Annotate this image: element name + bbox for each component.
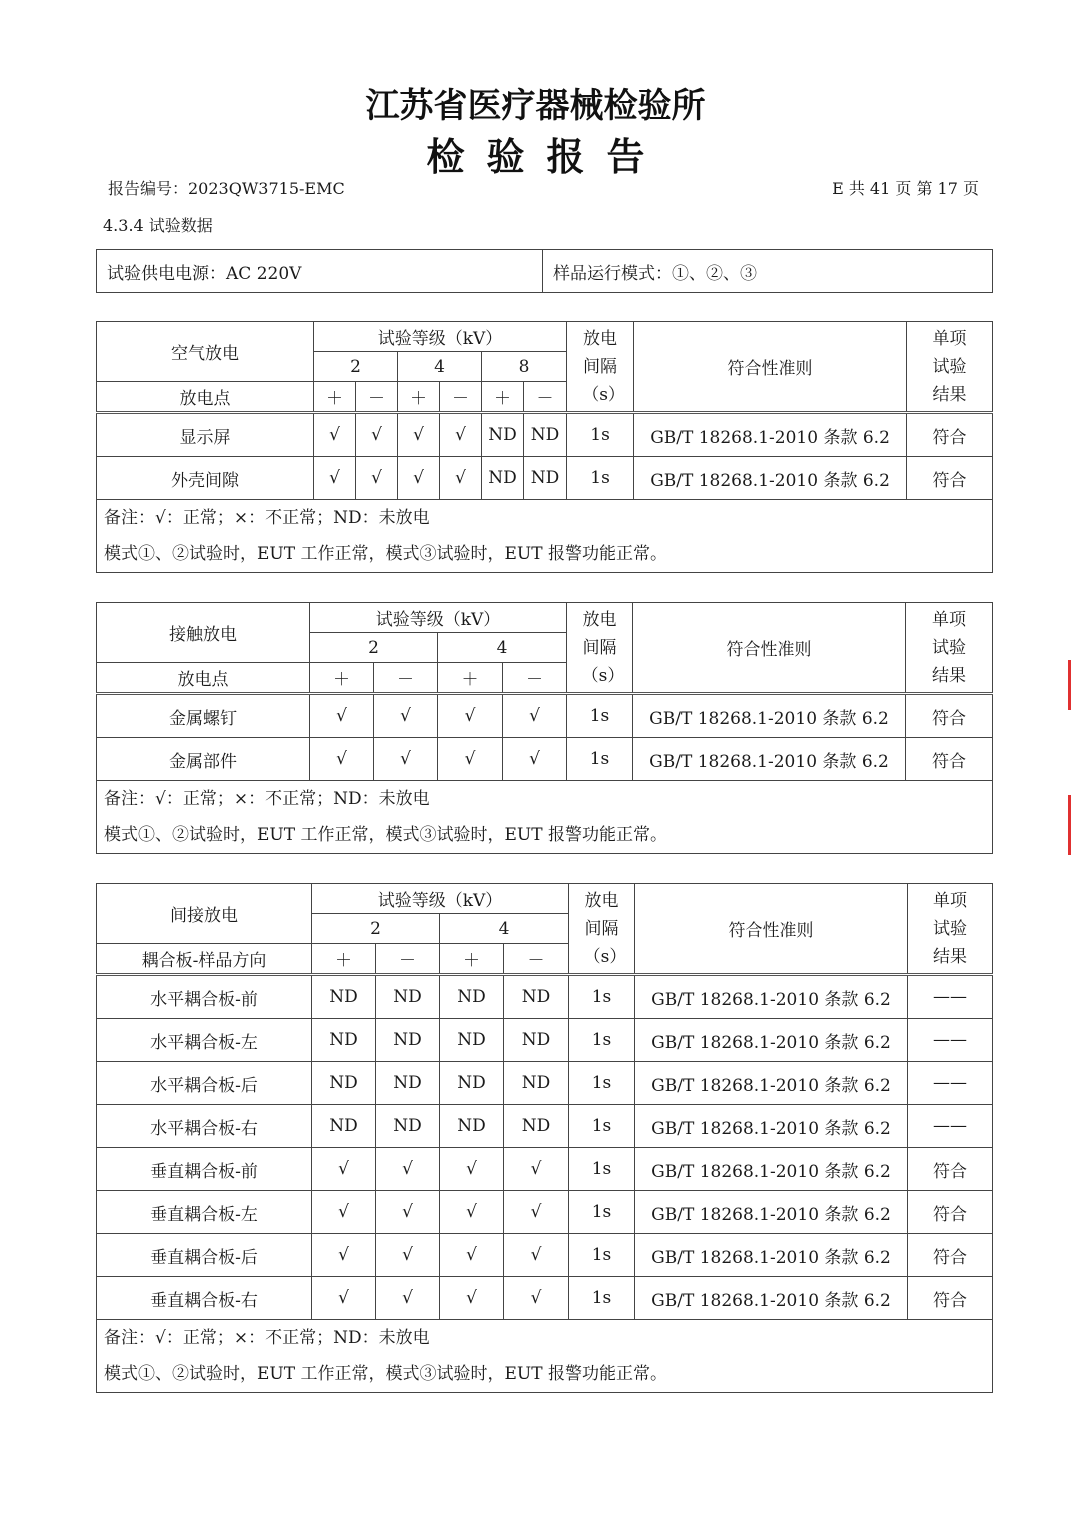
discharge-interval: 1s xyxy=(569,1019,635,1062)
polarity-plus: ＋ xyxy=(398,382,440,413)
discharge-interval: 1s xyxy=(569,1191,635,1234)
criteria: GB/T 18268.1-2010 条款 6.2 xyxy=(635,1105,908,1148)
discharge-interval: 1s xyxy=(569,1062,635,1105)
interval-header: 放电间隔（s） xyxy=(567,603,633,694)
table-row xyxy=(97,1191,993,1234)
note: 备注：√：正常；×：不正常；ND：未放电 模式①、②试验时，EUT 工作正常，模式③试验时，EUT 报警功能正常。 xyxy=(97,781,993,854)
air-discharge-table xyxy=(96,321,993,573)
polarity-minus: － xyxy=(524,382,567,413)
level-result: √ xyxy=(504,1191,569,1234)
table-title: 接触放电 xyxy=(97,603,310,663)
discharge-interval: 1s xyxy=(569,1277,635,1320)
run-mode: 样品运行模式：①、②、③ xyxy=(543,250,993,293)
level-2: 2 xyxy=(312,914,440,944)
level-result: ND xyxy=(504,1105,569,1148)
point-header: 耦合板-样品方向 xyxy=(97,944,312,975)
polarity-minus: － xyxy=(374,663,438,694)
discharge-interval: 1s xyxy=(567,413,634,457)
criteria: GB/T 18268.1-2010 条款 6.2 xyxy=(635,1148,908,1191)
result-header: 单项试验结果 xyxy=(906,603,993,694)
level-result: √ xyxy=(356,457,398,500)
polarity-plus: ＋ xyxy=(438,663,503,694)
criteria: GB/T 18268.1-2010 条款 6.2 xyxy=(634,457,907,500)
level-result: √ xyxy=(440,457,482,500)
level-2: 2 xyxy=(314,352,398,382)
criteria: GB/T 18268.1-2010 条款 6.2 xyxy=(635,975,908,1019)
criteria-header: 符合性准则 xyxy=(635,884,908,975)
level-result: √ xyxy=(374,738,438,781)
level-result: ND xyxy=(482,457,524,500)
level-2: 2 xyxy=(310,633,438,663)
polarity-plus: ＋ xyxy=(440,944,504,975)
level-4: 4 xyxy=(438,633,567,663)
criteria-header: 符合性准则 xyxy=(633,603,906,694)
table-row xyxy=(97,1105,993,1148)
discharge-point: 外壳间隙 xyxy=(97,457,314,500)
organization-title: 江苏省医疗器械检验所 xyxy=(365,86,706,126)
table-row xyxy=(97,694,993,738)
level-result: √ xyxy=(440,1234,504,1277)
item-result: —— xyxy=(908,1019,993,1062)
criteria: GB/T 18268.1-2010 条款 6.2 xyxy=(634,413,907,457)
polarity-minus: － xyxy=(440,382,482,413)
level-result: ND xyxy=(376,1062,440,1105)
level-result: √ xyxy=(440,1277,504,1320)
level-result: ND xyxy=(376,1019,440,1062)
page-info: E 共 41 页 第 17 页 xyxy=(832,179,979,198)
level-result: ND xyxy=(376,975,440,1019)
item-result: 符合 xyxy=(908,1234,993,1277)
test-level-header: 试验等级（kV） xyxy=(310,603,567,633)
level-result: √ xyxy=(440,1191,504,1234)
level-result: √ xyxy=(314,413,356,457)
discharge-interval: 1s xyxy=(569,1148,635,1191)
polarity-minus: － xyxy=(504,944,569,975)
level-result: ND xyxy=(482,413,524,457)
polarity-minus: － xyxy=(376,944,440,975)
level-result: √ xyxy=(310,694,374,738)
table-row xyxy=(97,1234,993,1277)
level-4: 4 xyxy=(398,352,482,382)
power-supply: 试验供电电源：AC 220V xyxy=(97,250,543,293)
report-title: 检验报告 xyxy=(426,134,667,179)
discharge-point: 垂直耦合板-左 xyxy=(97,1191,312,1234)
level-8: 8 xyxy=(482,352,567,382)
level-result: ND xyxy=(440,975,504,1019)
discharge-point: 水平耦合板-左 xyxy=(97,1019,312,1062)
point-header: 放电点 xyxy=(97,382,314,413)
result-header: 单项试验结果 xyxy=(908,884,993,975)
level-result: √ xyxy=(438,738,503,781)
table-row xyxy=(97,413,993,457)
level-4: 4 xyxy=(440,914,569,944)
note: 备注：√：正常；×：不正常；ND：未放电 模式①、②试验时，EUT 工作正常，模式③试验时，EUT 报警功能正常。 xyxy=(97,500,993,573)
criteria-header: 符合性准则 xyxy=(634,322,907,413)
level-result: √ xyxy=(356,413,398,457)
discharge-point: 水平耦合板-后 xyxy=(97,1062,312,1105)
level-result: ND xyxy=(524,457,567,500)
polarity-plus: ＋ xyxy=(314,382,356,413)
indirect-discharge-table xyxy=(96,883,993,1393)
criteria: GB/T 18268.1-2010 条款 6.2 xyxy=(633,694,906,738)
table-row xyxy=(97,1148,993,1191)
level-result: √ xyxy=(376,1148,440,1191)
discharge-point: 金属螺钉 xyxy=(97,694,310,738)
discharge-interval: 1s xyxy=(569,1105,635,1148)
level-result: √ xyxy=(374,694,438,738)
level-result: √ xyxy=(504,1234,569,1277)
item-result: 符合 xyxy=(907,457,993,500)
level-result: √ xyxy=(376,1191,440,1234)
criteria: GB/T 18268.1-2010 条款 6.2 xyxy=(635,1019,908,1062)
discharge-point: 水平耦合板-右 xyxy=(97,1105,312,1148)
item-result: 符合 xyxy=(907,413,993,457)
level-result: √ xyxy=(312,1277,376,1320)
level-result: √ xyxy=(310,738,374,781)
level-result: √ xyxy=(503,738,567,781)
level-result: ND xyxy=(312,1062,376,1105)
table-title: 间接放电 xyxy=(97,884,312,944)
interval-header: 放电间隔（s） xyxy=(567,322,634,413)
test-level-header: 试验等级（kV） xyxy=(314,322,567,352)
discharge-interval: 1s xyxy=(569,975,635,1019)
level-result: ND xyxy=(440,1062,504,1105)
level-result: √ xyxy=(312,1191,376,1234)
polarity-minus: － xyxy=(503,663,567,694)
table-title: 空气放电 xyxy=(97,322,314,382)
discharge-interval: 1s xyxy=(569,1234,635,1277)
criteria: GB/T 18268.1-2010 条款 6.2 xyxy=(635,1191,908,1234)
level-result: √ xyxy=(398,457,440,500)
note: 备注：√：正常；×：不正常；ND：未放电 模式①、②试验时，EUT 工作正常，模式③试验时，EUT 报警功能正常。 xyxy=(97,1320,993,1393)
criteria: GB/T 18268.1-2010 条款 6.2 xyxy=(635,1234,908,1277)
level-result: √ xyxy=(504,1277,569,1320)
level-result: ND xyxy=(440,1105,504,1148)
discharge-point: 显示屏 xyxy=(97,413,314,457)
interval-header: 放电间隔（s） xyxy=(569,884,635,975)
level-result: ND xyxy=(312,1105,376,1148)
level-result: √ xyxy=(440,413,482,457)
level-result: √ xyxy=(398,413,440,457)
item-result: —— xyxy=(908,1105,993,1148)
table-row xyxy=(97,457,993,500)
level-result: ND xyxy=(504,1062,569,1105)
item-result: 符合 xyxy=(906,738,993,781)
level-result: √ xyxy=(376,1277,440,1320)
item-result: 符合 xyxy=(906,694,993,738)
item-result: 符合 xyxy=(908,1148,993,1191)
level-result: √ xyxy=(376,1234,440,1277)
discharge-interval: 1s xyxy=(567,457,634,500)
polarity-minus: － xyxy=(356,382,398,413)
level-result: ND xyxy=(524,413,567,457)
discharge-point: 垂直耦合板-前 xyxy=(97,1148,312,1191)
table-row xyxy=(97,975,993,1019)
level-result: ND xyxy=(504,975,569,1019)
table-row xyxy=(97,1277,993,1320)
item-result: —— xyxy=(908,1062,993,1105)
level-result: ND xyxy=(504,1019,569,1062)
test-level-header: 试验等级（kV） xyxy=(312,884,569,914)
level-result: √ xyxy=(504,1148,569,1191)
discharge-point: 垂直耦合板-右 xyxy=(97,1277,312,1320)
criteria: GB/T 18268.1-2010 条款 6.2 xyxy=(635,1277,908,1320)
section-heading: 4.3.4 试验数据 xyxy=(103,216,213,235)
polarity-plus: ＋ xyxy=(310,663,374,694)
discharge-point: 水平耦合板-前 xyxy=(97,975,312,1019)
polarity-plus: ＋ xyxy=(482,382,524,413)
level-result: √ xyxy=(314,457,356,500)
criteria: GB/T 18268.1-2010 条款 6.2 xyxy=(635,1062,908,1105)
result-header: 单项试验结果 xyxy=(907,322,993,413)
criteria: GB/T 18268.1-2010 条款 6.2 xyxy=(633,738,906,781)
level-result: √ xyxy=(438,694,503,738)
item-result: 符合 xyxy=(908,1191,993,1234)
discharge-point: 垂直耦合板-后 xyxy=(97,1234,312,1277)
level-result: ND xyxy=(312,975,376,1019)
report-number: 报告编号：2023QW3715-EMC xyxy=(108,179,345,198)
discharge-interval: 1s xyxy=(567,694,633,738)
point-header: 放电点 xyxy=(97,663,310,694)
item-result: 符合 xyxy=(908,1277,993,1320)
level-result: ND xyxy=(312,1019,376,1062)
item-result: —— xyxy=(908,975,993,1019)
level-result: √ xyxy=(312,1234,376,1277)
table-row xyxy=(97,1062,993,1105)
level-result: √ xyxy=(312,1148,376,1191)
discharge-interval: 1s xyxy=(567,738,633,781)
power-table xyxy=(96,249,993,293)
level-result: ND xyxy=(376,1105,440,1148)
discharge-point: 金属部件 xyxy=(97,738,310,781)
table-row xyxy=(97,1019,993,1062)
polarity-plus: ＋ xyxy=(312,944,376,975)
level-result: √ xyxy=(440,1148,504,1191)
contact-discharge-table xyxy=(96,602,993,854)
level-result: √ xyxy=(503,694,567,738)
table-row xyxy=(97,738,993,781)
level-result: ND xyxy=(440,1019,504,1062)
